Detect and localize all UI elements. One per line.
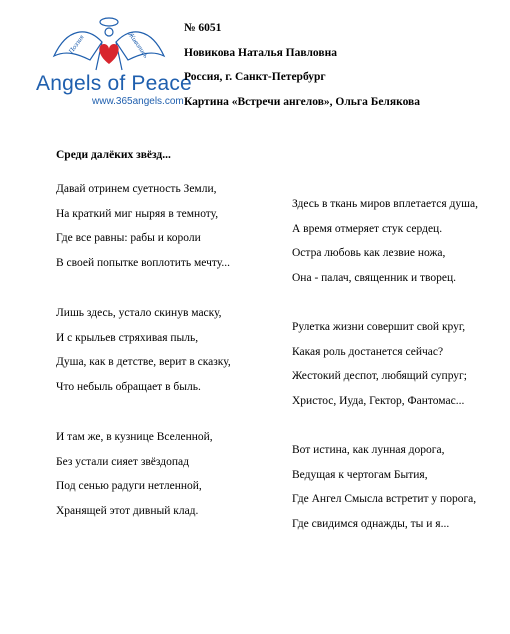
stanza-right-2 bbox=[292, 320, 467, 418]
stanza-left-1 bbox=[56, 182, 230, 280]
poem-line: Лишь здесь, устало скинув маску, bbox=[56, 307, 222, 319]
logo-url: www.365angels.com bbox=[92, 96, 184, 107]
arc-left-label: Поэзия bbox=[67, 33, 86, 56]
poem-line: Вот истина, как лунная дорога, bbox=[292, 444, 445, 456]
poem-line: Без устали сияет звёздопад bbox=[56, 455, 189, 468]
painting-credit: Картина «Встречи ангелов», Ольга Белякова bbox=[184, 95, 421, 108]
poem-line: Ведущая к чертогам Бытия, bbox=[292, 468, 428, 481]
poem-line: Душа, как в детстве, верит в сказку, bbox=[56, 356, 231, 368]
stanza-left-2 bbox=[56, 306, 231, 404]
poem-line: А время отмеряет стук сердец. bbox=[292, 222, 443, 235]
poem-line: Давай отринем суетность Земли, bbox=[56, 183, 217, 195]
poem-line: Хранящей этот дивный клад. bbox=[56, 504, 199, 517]
poem-line: Остра любовь как лезвие ножа, bbox=[292, 247, 446, 259]
poem-line: Где все равны: рабы и короли bbox=[56, 232, 201, 244]
poem-line: И там же, в кузнице Вселенной, bbox=[56, 431, 213, 443]
poem-line: И с крыльев стряхивая пыль, bbox=[56, 331, 199, 344]
angels-of-peace-logo bbox=[32, 14, 192, 114]
stanza-right-3 bbox=[292, 443, 476, 541]
angel-heart-icon bbox=[32, 14, 182, 78]
poem-line: Здесь в ткань миров вплетается душа, bbox=[292, 198, 478, 210]
poem-line: Христос, Иуда, Гектор, Фантомас... bbox=[292, 394, 465, 407]
poem-title: Среди далёких звёзд... bbox=[56, 149, 171, 161]
poem-line: На краткий миг ныряя в темноту, bbox=[56, 207, 219, 220]
poem-line: Жестокий деспот, любящий супруг; bbox=[292, 370, 467, 382]
poem-line: Где свидимся однажды, ты и я... bbox=[292, 517, 450, 530]
stanza-left-3 bbox=[56, 430, 213, 528]
entry-number: № 6051 bbox=[184, 22, 222, 34]
author-name: Новикова Наталья Павловна bbox=[184, 46, 337, 59]
poem-line: Что небыль обращает в быль. bbox=[56, 380, 201, 393]
poem-line: Где Ангел Смысла встретит у порога, bbox=[292, 493, 477, 505]
header-block bbox=[184, 21, 420, 119]
poem-line: Какая роль достанется сейчас? bbox=[292, 345, 444, 358]
stanza-right-1 bbox=[292, 197, 478, 295]
poem-line: В своей попытке воплотить мечту... bbox=[56, 256, 231, 269]
arc-right-label: Живопись bbox=[126, 30, 150, 60]
poem-line: Рулетка жизни совершит свой круг, bbox=[292, 321, 466, 333]
poem-line: Под сенью радуги нетленной, bbox=[56, 480, 202, 492]
poem-line: Она - палач, священник и творец. bbox=[292, 271, 457, 284]
author-location: Россия, г. Санкт-Петербург bbox=[184, 71, 326, 83]
logo-title: Angels of Peace bbox=[36, 72, 192, 95]
